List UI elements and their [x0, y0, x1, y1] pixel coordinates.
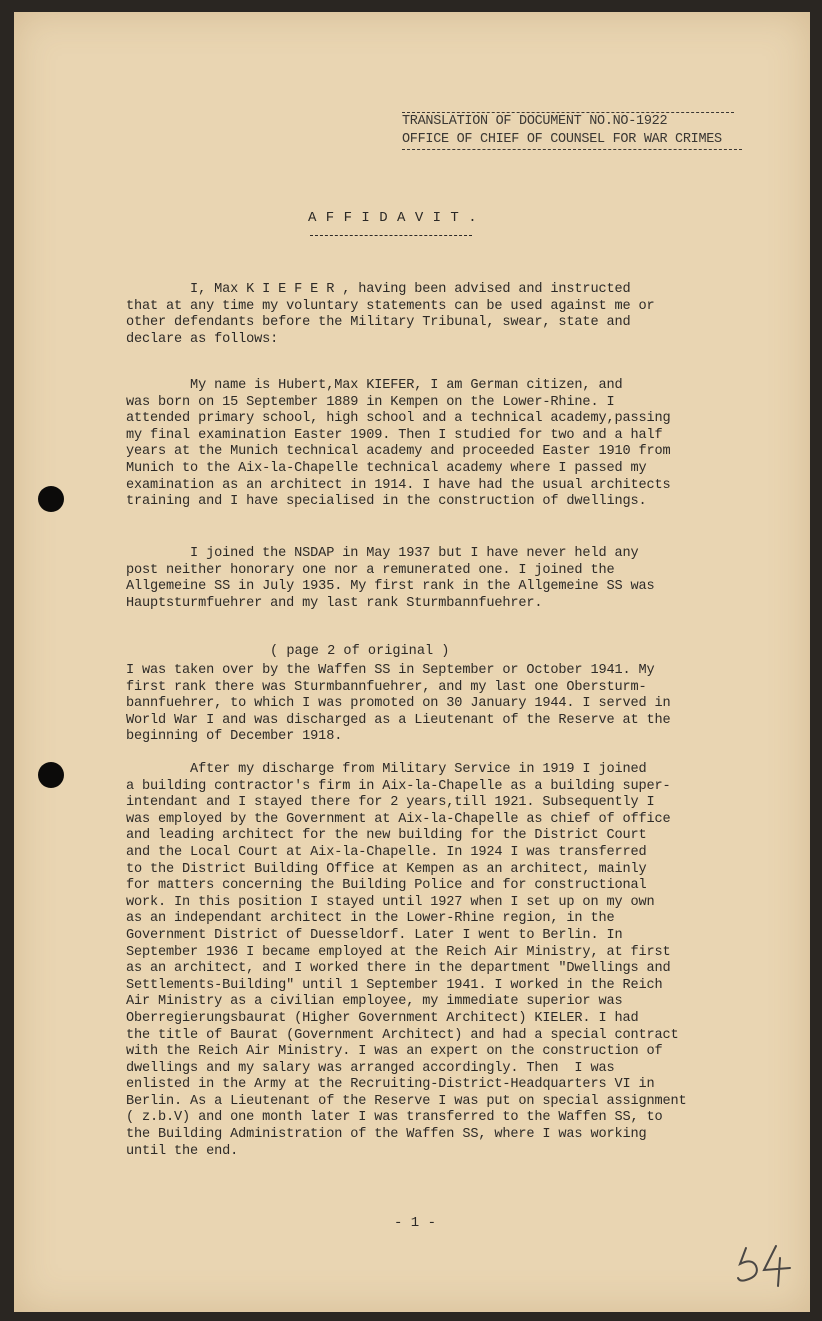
text-line: beginning of December 1918. — [126, 729, 343, 745]
text-line: bannfuehrer, to which I was promoted on 30 January 1944. I served in — [126, 696, 671, 712]
text-line: I joined the NSDAP in May 1937 but I have never held any — [126, 546, 639, 561]
text-line: Oberregierungsbaurat (Higher Government Architect) KIELER. I had — [126, 1010, 639, 1026]
text-line: was employed by the Government at Aix-la-Chapelle as chief of office — [126, 811, 671, 827]
text-line: Allgemeine SS in July 1935. My first rank in the Allgemeine SS was — [126, 579, 655, 595]
header-bottom-rule — [402, 149, 742, 150]
text-line: Berlin. As a Lieutenant of the Reserve I was put on special assignment — [126, 1093, 687, 1109]
text-line: Air Ministry as a civilian employee, my immediate superior was — [126, 994, 623, 1010]
text-line: was born on 15 September 1889 in Kempen on the Lower-Rhine. I — [126, 394, 615, 410]
header-translation-line: TRANSLATION OF DOCUMENT NO.NO-1922 — [402, 114, 668, 129]
punch-hole-top — [38, 486, 64, 512]
text-line: other defendants before the Military Tribunal, swear, state and — [126, 315, 631, 331]
text-line: as an independant architect in the Lower-Rhine region, in the — [126, 911, 615, 927]
paragraph-biography — [126, 378, 722, 511]
text-line: Hauptsturmfuehrer and my last rank Sturmbannfuehrer. — [126, 595, 543, 611]
text-line: ( z.b.V) and one month later I was transferred to the Waffen SS, to — [126, 1110, 663, 1126]
text-line: Settlements-Building" until 1 September 1941. I worked in the Reich — [126, 977, 663, 993]
text-line: work. In this position I stayed until 1927 when I set up on my own — [126, 894, 655, 910]
text-line: I was taken over by the Waffen SS in September or October 1941. My — [126, 663, 655, 678]
paragraph-waffen-ss — [126, 663, 722, 746]
text-line: I, Max K I E F E R , having been advised and instructed — [126, 282, 631, 297]
paragraph-nsdap — [126, 546, 722, 612]
text-line: dwellings and my salary was arranged accordingly. Then I was — [126, 1060, 615, 1076]
punch-hole-bottom — [38, 762, 64, 788]
text-line: Government District of Duesseldorf. Later I went to Berlin. In — [126, 927, 623, 943]
text-line: post neither honorary one nor a remunerated one. I joined the — [126, 562, 615, 578]
text-line: that at any time my voluntary statements can be used against me or — [126, 298, 655, 314]
header-office-line: OFFICE OF CHIEF OF COUNSEL FOR WAR CRIMES — [402, 132, 722, 147]
page-reference-note: ( page 2 of original ) — [270, 644, 450, 659]
text-line: declare as follows: — [126, 331, 279, 347]
text-line: enlisted in the Army at the Recruiting-District-Headquarters VI in — [126, 1077, 655, 1093]
text-line: attended primary school, high school and a technical academy,passing — [126, 411, 671, 427]
text-line: a building contractor's firm in Aix-la-Chapelle as a building super- — [126, 778, 671, 794]
page-number: - 1 - — [394, 1215, 437, 1231]
text-line: training and I have specialised in the construction of dwellings. — [126, 494, 647, 510]
text-line: World War I and was discharged as a Lieutenant of the Reserve at the — [126, 712, 671, 728]
document-page — [14, 12, 810, 1312]
title-underline — [310, 235, 472, 236]
paragraph-oath — [126, 282, 722, 348]
text-line: for matters concerning the Building Police and for constructional — [126, 878, 647, 894]
text-line: the title of Baurat (Government Architect) and had a special contract — [126, 1027, 679, 1043]
text-line: with the Reich Air Ministry. I was an expert on the construction of — [126, 1044, 663, 1060]
text-line: After my discharge from Military Service in 1919 I joined — [126, 762, 647, 777]
text-line: and leading architect for the new building for the District Court — [126, 828, 647, 844]
text-line: Munich to the Aix-la-Chapelle technical academy where I passed my — [126, 460, 647, 476]
handwritten-page-number — [732, 1240, 802, 1288]
paragraph-career — [126, 762, 722, 1160]
text-line: examination as an architect in 1914. I have had the usual architects — [126, 477, 671, 493]
document-header — [388, 112, 738, 150]
text-line: the Building Administration of the Waffen SS, where I was working — [126, 1127, 647, 1143]
text-line: September 1936 I became employed at the Reich Air Ministry, at first — [126, 944, 671, 960]
text-line: first rank there was Sturmbannfuehrer, and my last one Obersturm- — [126, 679, 647, 695]
text-line: until the end. — [126, 1143, 239, 1159]
document-title: A F F I D A V I T . — [308, 210, 478, 226]
text-line: My name is Hubert,Max KIEFER, I am German citizen, and — [126, 378, 623, 393]
text-line: and the Local Court at Aix-la-Chapelle. In 1924 I was transferred — [126, 844, 647, 860]
text-line: my final examination Easter 1909. Then I studied for two and a half — [126, 427, 663, 443]
text-line: intendant and I stayed there for 2 years,till 1921. Subsequently I — [126, 795, 655, 811]
text-line: as an architect, and I worked there in the department "Dwellings and — [126, 961, 671, 977]
text-line: to the District Building Office at Kempen as an architect, mainly — [126, 861, 647, 877]
text-line: years at the Munich technical academy and proceeded Easter 1910 from — [126, 444, 671, 460]
